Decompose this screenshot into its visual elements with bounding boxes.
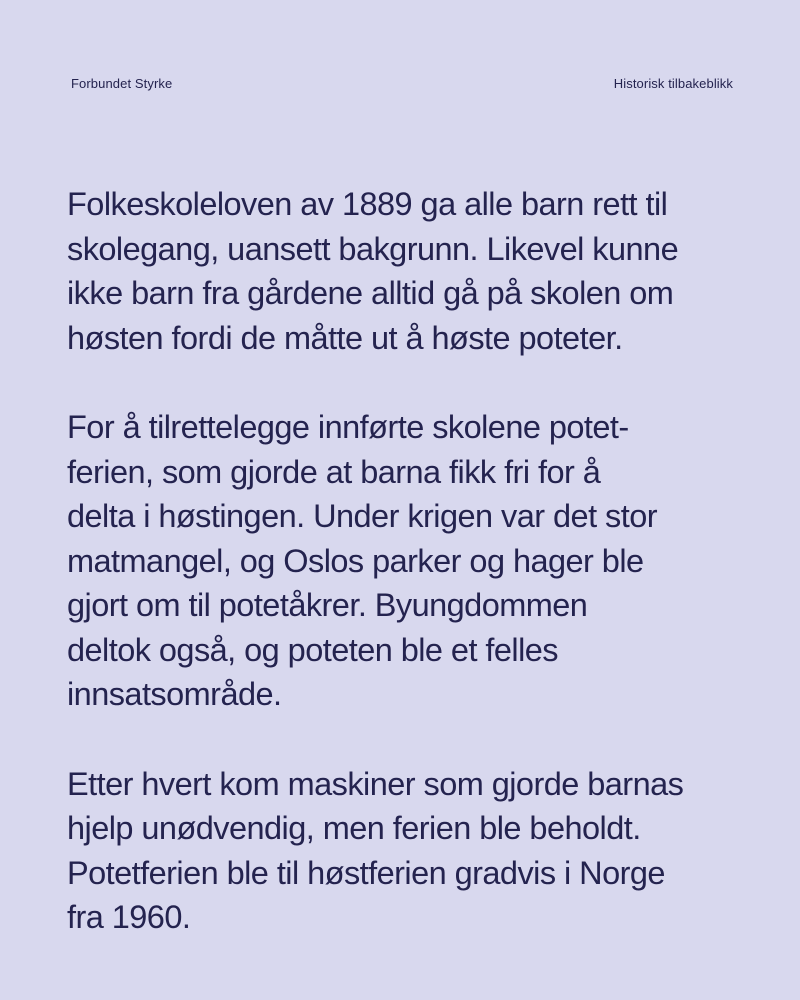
text-line: ikke barn fra gårdene alltid gå på skolen om [67,275,674,311]
text-line: ferien, som gjorde at barna fikk fri for å [67,453,601,490]
article-body [67,182,737,940]
paragraph-autumn-holiday [67,762,737,940]
text-line: høsten fordi de måtte ut å høste poteter. [67,319,623,356]
text-line: gjort om til potetåkrer. Byungdommen [67,587,588,623]
paragraph-school-law [67,182,737,360]
text-line: matmangel, og Oslos parker og hager ble [67,542,644,579]
text-line: Potetferien ble til høstferien gradvis i Norge [67,854,665,891]
organization-name: Forbundet Styrke [71,76,173,91]
section-label: Historisk tilbakeblikk [613,76,733,91]
text-line: delta i høstingen. Under krigen var det stor [67,498,657,534]
paragraph-potato-holiday [67,405,737,717]
text-line: Etter hvert kom maskiner som gjorde barnas [67,765,684,802]
text-line: innsatsområde. [67,676,282,712]
text-line: Folkeskoleloven av 1889 ga alle barn rett til [67,186,668,222]
text-line: fra 1960. [67,899,191,935]
text-line: For å tilrettelegge innførte skolene potet- [67,409,629,445]
page-header [71,76,733,92]
text-line: hjelp unødvendig, men ferien ble beholdt. [67,810,641,846]
text-line: deltok også, og poteten ble et felles [67,631,558,668]
text-line: skolegang, uansett bakgrunn. Likevel kunne [67,230,679,267]
